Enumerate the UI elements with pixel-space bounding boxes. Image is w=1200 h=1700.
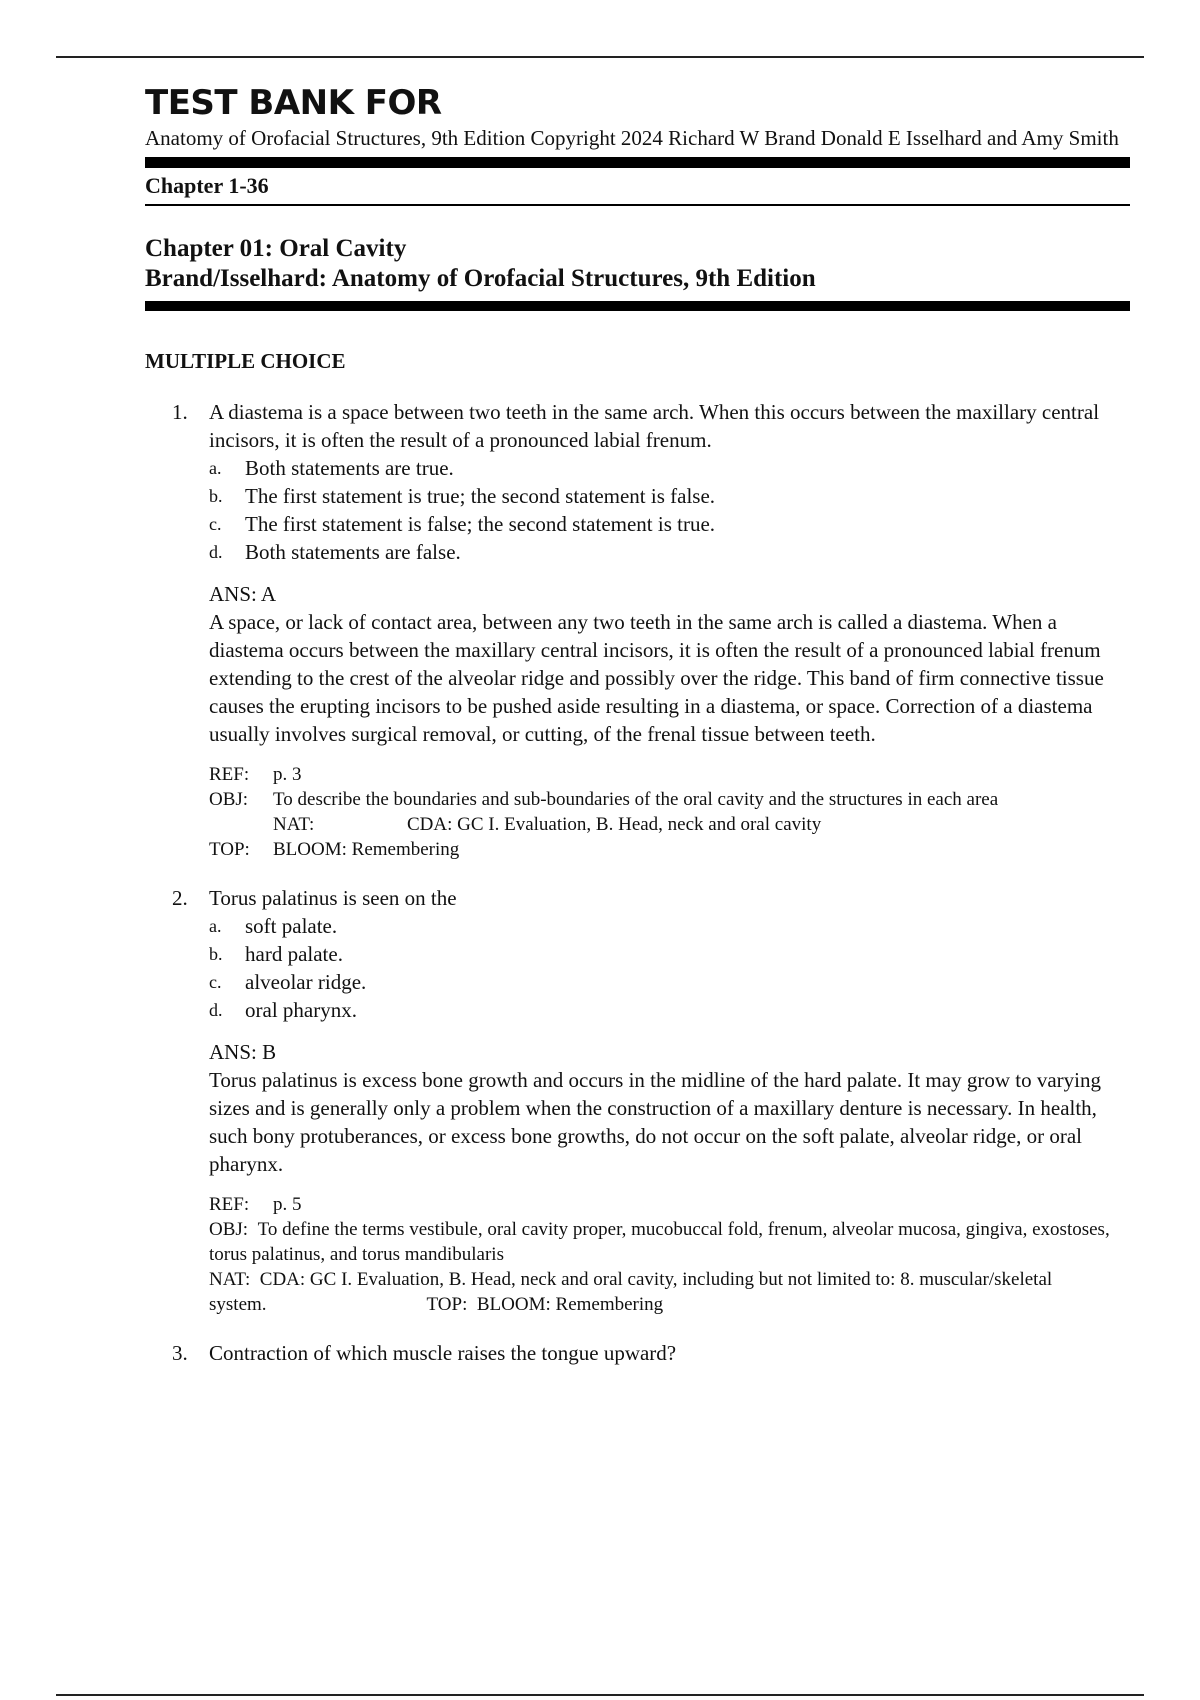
top-label: TOP: bbox=[209, 839, 250, 860]
rationale: Torus palatinus is excess bone growth and occurs in the midline of the hard palate. It may grow to varying sizes and is generally only a problem when the construction of a maxillary denture is necessary. In health, such bony protuberances, or excess bone growths, do not occur on the soft palate, alveolar ridge, or oral pharynx. bbox=[209, 1068, 1101, 1176]
question-stem: Torus palatinus is seen on the bbox=[209, 886, 457, 910]
choice-letter: b. bbox=[209, 944, 223, 964]
chapter-title: Chapter 01: Oral Cavity bbox=[145, 235, 407, 262]
choice-text: Both statements are false. bbox=[245, 540, 461, 564]
document-page bbox=[145, 84, 1130, 1367]
question-stem: A diastema is a space between two teeth in the same arch. When this occurs between the maxillary central incisors, it is often the result of a pronounced labial frenum. bbox=[209, 400, 1100, 452]
question-3 bbox=[145, 1339, 1130, 1367]
choice-a bbox=[209, 912, 1130, 940]
choice-letter: a. bbox=[209, 916, 222, 936]
choice-letter: b. bbox=[209, 486, 223, 506]
ref-value: p. 3 bbox=[273, 764, 302, 785]
bottom-rule bbox=[56, 1694, 1144, 1696]
choice-d bbox=[209, 996, 1130, 1024]
ref-label: REF: bbox=[209, 1194, 250, 1215]
top-label: TOP: bbox=[426, 1294, 468, 1315]
answer: ANS: B bbox=[209, 1040, 277, 1064]
choice-text: Both statements are true. bbox=[245, 456, 454, 480]
nat-label: NAT: bbox=[209, 1269, 251, 1290]
choice-c bbox=[209, 968, 1130, 996]
choice-text: soft palate. bbox=[245, 914, 338, 938]
question-stem: Contraction of which muscle raises the tongue upward? bbox=[209, 1341, 677, 1365]
question-meta bbox=[209, 1192, 1130, 1317]
question-1 bbox=[145, 398, 1130, 862]
chapter-range: Chapter 1-36 bbox=[145, 173, 269, 198]
choice-b bbox=[209, 482, 1130, 510]
choice-b bbox=[209, 940, 1130, 968]
book-subtitle: Anatomy of Orofacial Structures, 9th Edition Copyright 2024 Richard W Brand Donald E Isselhard and Amy Smith bbox=[145, 126, 1119, 150]
question-number: 2. bbox=[172, 886, 188, 910]
choice-text: hard palate. bbox=[245, 942, 343, 966]
question-meta bbox=[209, 762, 1130, 862]
choice-letter: c. bbox=[209, 972, 222, 992]
nat-value: CDA: GC I. Evaluation, B. Head, neck and oral cavity, including but not limited to: 8. muscular/skeletal system. bbox=[209, 1269, 1053, 1315]
top-value: BLOOM: Remembering bbox=[273, 839, 460, 860]
choice-text: oral pharynx. bbox=[245, 998, 357, 1022]
test-bank-title: TEST BANK FOR bbox=[145, 83, 442, 123]
choice-letter: d. bbox=[209, 1000, 223, 1020]
choice-d bbox=[209, 538, 1130, 566]
obj-label: OBJ: bbox=[209, 789, 249, 810]
choice-a bbox=[209, 454, 1130, 482]
divider-bar bbox=[145, 301, 1130, 311]
choice-list bbox=[209, 454, 1130, 566]
nat-label: NAT: bbox=[273, 814, 315, 835]
question-2 bbox=[145, 884, 1130, 1317]
obj-label: OBJ: bbox=[209, 1219, 249, 1240]
divider-line bbox=[145, 204, 1130, 206]
choice-letter: a. bbox=[209, 458, 222, 478]
top-value: BLOOM: Remembering bbox=[476, 1294, 664, 1315]
choice-text: alveolar ridge. bbox=[245, 970, 367, 994]
obj-value: To describe the boundaries and sub-boundaries of the oral cavity and the structures in each area bbox=[273, 789, 999, 810]
choice-text: The first statement is false; the second statement is true. bbox=[245, 512, 716, 536]
question-number: 3. bbox=[172, 1341, 188, 1365]
divider-bar bbox=[145, 157, 1130, 168]
top-rule bbox=[56, 56, 1144, 58]
question-number: 1. bbox=[172, 400, 188, 424]
section-heading: MULTIPLE CHOICE bbox=[145, 349, 346, 373]
choice-letter: c. bbox=[209, 514, 222, 534]
ref-label: REF: bbox=[209, 764, 250, 785]
nat-value: CDA: GC I. Evaluation, B. Head, neck and oral cavity bbox=[407, 814, 822, 835]
rationale: A space, or lack of contact area, between any two teeth in the same arch is called a diastema. When a diastema occurs between the maxillary central incisors, it is often the result of a pronounced labial frenum extending to the crest of the alveolar ridge and possibly over the ridge. This band of firm connective tissue causes the erupting incisors to be pushed aside resulting in a diastema, or space. Correction of a diastema usually involves surgical removal, or cutting, of the frenal tissue between teeth. bbox=[209, 610, 1104, 746]
chapter-book: Brand/Isselhard: Anatomy of Orofacial Structures, 9th Edition bbox=[145, 265, 816, 292]
choice-c bbox=[209, 510, 1130, 538]
ref-value: p. 5 bbox=[273, 1194, 302, 1215]
choice-letter: d. bbox=[209, 542, 223, 562]
choice-list bbox=[209, 912, 1130, 1024]
obj-value: To define the terms vestibule, oral cavity proper, mucobuccal fold, frenum, alveolar mucosa, gingiva, exostoses, torus palatinus, and torus mandibularis bbox=[209, 1219, 1110, 1265]
choice-text: The first statement is true; the second statement is false. bbox=[245, 484, 716, 508]
answer: ANS: A bbox=[209, 582, 277, 606]
